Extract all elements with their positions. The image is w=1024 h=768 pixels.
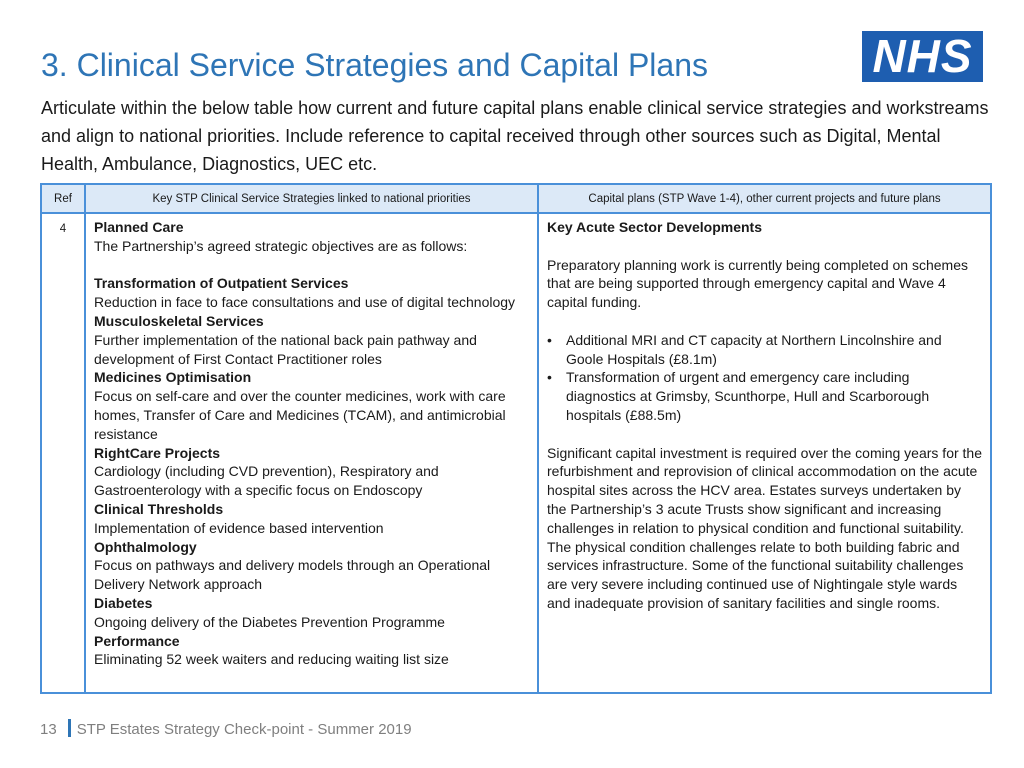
strategy-title: Transformation of Outpatient Services: [94, 275, 349, 292]
nhs-logo: NHS: [862, 31, 983, 82]
acute-developments-heading: Key Acute Sector Developments: [547, 219, 762, 235]
strategies-cell: [85, 213, 538, 693]
strategy-title: Ophthalmology: [94, 538, 197, 555]
strategy-title: Clinical Thresholds: [94, 500, 224, 517]
list-item: [547, 368, 982, 424]
strategy-text: Cardiology (including CVD prevention), Respiratory and Gastroenterology with a specific focus on Endoscopy: [94, 463, 439, 499]
strategy-title: Medicines Optimisation: [94, 369, 252, 386]
planned-care-heading: Planned Care: [94, 219, 184, 235]
strategy-intro: The Partnership’s agreed strategic objectives are as follows:: [94, 237, 468, 254]
strategy-text: Eliminating 52 week waiters and reducing waiting list size: [94, 651, 449, 668]
page-number: 13: [40, 721, 57, 738]
page-subtitle: Articulate within the below table how current and future capital plans enable clinical service strategies and workstreams and align to national priorities. Include reference to capital received through other sources such as Digital, Mental Health, Ambulance, Diagnostics, UEC etc.: [41, 98, 989, 174]
strategy-title: RightCare Projects: [94, 444, 221, 461]
bullet-icon: •: [547, 369, 552, 386]
list-item: [547, 331, 982, 369]
strategy-table: [40, 183, 992, 694]
footer-text: STP Estates Strategy Check-point - Summer 2019: [76, 721, 412, 738]
footer-divider: [68, 719, 71, 737]
header-ref: Ref: [41, 184, 85, 213]
strategy-text: Reduction in face to face consultations and use of digital technology: [94, 294, 516, 311]
strategy-title: Musculoskeletal Services: [94, 312, 264, 329]
capital-bullet-list: [547, 331, 982, 425]
strategy-text: Focus on pathways and delivery models through an Operational Delivery Network approach: [94, 557, 491, 593]
strategy-text: Implementation of evidence based intervention: [94, 519, 384, 536]
footer: [40, 719, 412, 738]
page-title: 3. Clinical Service Strategies and Capital Plans: [41, 47, 708, 83]
bullet-icon: •: [547, 331, 552, 348]
table-header-row: [41, 184, 991, 213]
bullet-text: Transformation of urgent and emergency care including diagnostics at Grimsby, Scunthorpe, Hull and Scarborough hospitals (£88.5m): [566, 369, 930, 423]
bullet-text: Additional MRI and CT capacity at Northern Lincolnshire and Goole Hospitals (£8.1m): [566, 331, 942, 367]
capital-cell: [538, 213, 991, 693]
strategy-title: Diabetes: [94, 594, 153, 611]
strategy-text: Ongoing delivery of the Diabetes Prevention Programme: [94, 613, 445, 630]
row-ref: 4: [41, 213, 85, 693]
investment-paragraph: Significant capital investment is required over the coming years for the refurbishment and reprovision of clinical accommodation on the acute hospital sites across the HCV area. Estates surveys undertaken by the Partnership’s 3 acute Trusts show significant and increasing challenges in relation to physical condition and functional suitability. The physical condition challenges relate to both building fabric and services infrastructure. Some of the functional suitability challenges are very severe including continued use of Nightingale style wards and inadequate provision of sanitary facilities and single rooms.: [547, 444, 982, 611]
header-capital: Capital plans (STP Wave 1-4), other current projects and future plans: [538, 184, 991, 213]
table-row: [41, 213, 991, 693]
strategy-text: Focus on self-care and over the counter medicines, work with care homes, Transfer of Care and Medicines (TCAM), and antimicrobial resistance: [94, 388, 506, 442]
strategy-text: Further implementation of the national back pain pathway and development of First Contact Practitioner roles: [94, 331, 477, 367]
strategy-title: Performance: [94, 632, 180, 649]
header-strategies: Key STP Clinical Service Strategies linked to national priorities: [85, 184, 538, 213]
planning-paragraph: Preparatory planning work is currently being completed on schemes that are being supported through emergency capital and Wave 4 capital funding.: [547, 256, 968, 311]
